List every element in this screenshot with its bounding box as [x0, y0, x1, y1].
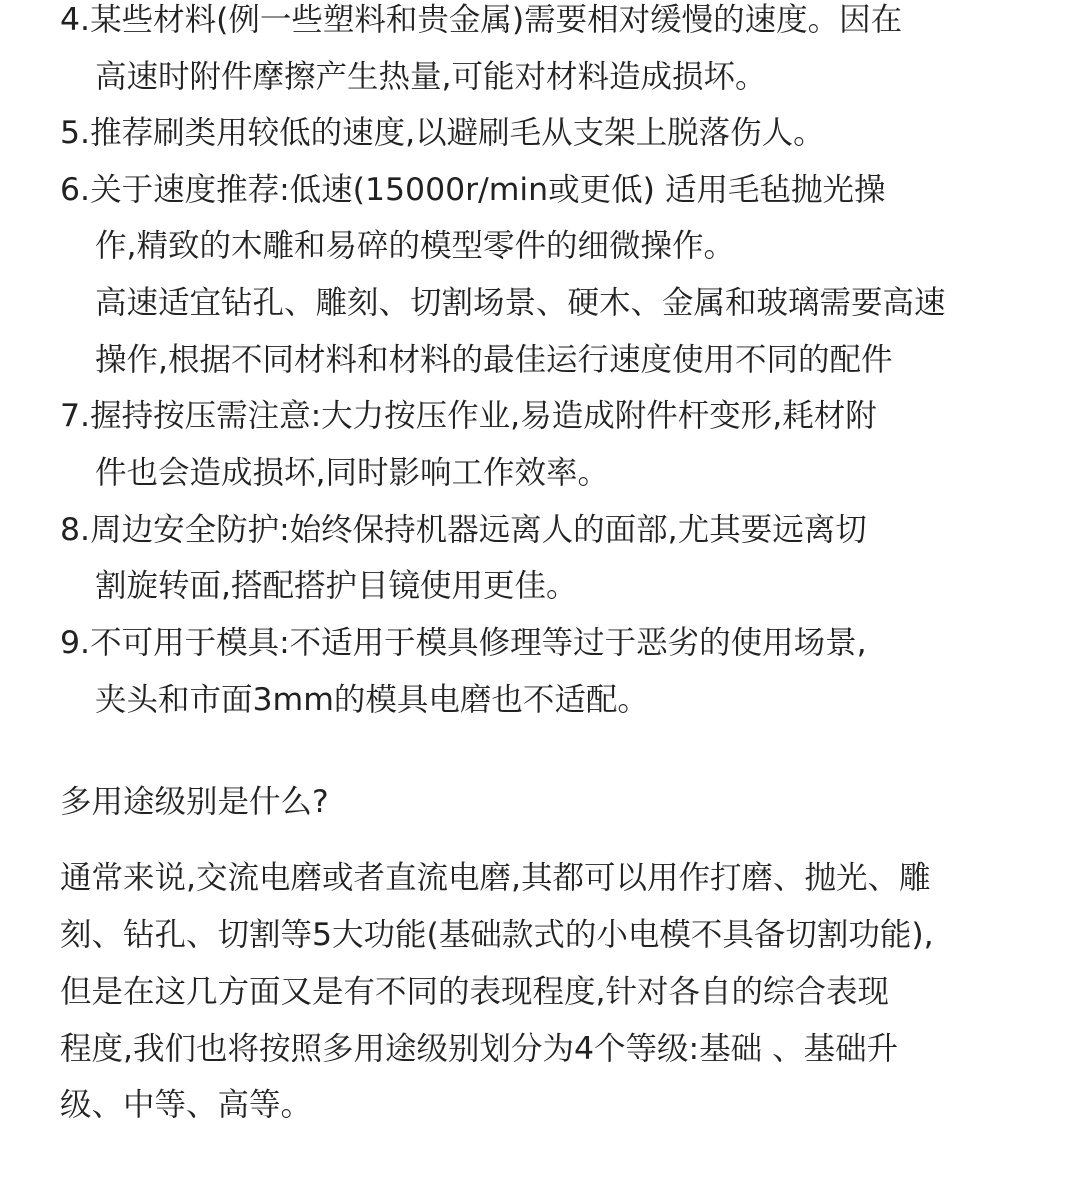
list-item-4-line-1 [60, 0, 902, 40]
list-item-number: 6. [60, 172, 91, 208]
list-item-number: 5. [60, 115, 91, 151]
list-item-text: 周边安全防护:始终保持机器远离人的面部,尤其要远离切 [90, 512, 867, 548]
list-item-text: 某些材料(例一些塑料和贵金属)需要相对缓慢的速度。因在 [90, 2, 903, 38]
list-item-number: 7. [60, 398, 91, 434]
list-item-number: 8. [60, 512, 91, 548]
list-item-9-line-2: 夹头和市面3mm的模具电磨也不适配。 [95, 682, 649, 718]
list-item-text: 握持按压需注意:大力按压作业,易造成附件杆变形,耗材附 [90, 398, 877, 434]
list-item-text: 推荐刷类用较低的速度,以避刷毛从支架上脱落伤人。 [90, 115, 825, 151]
list-item-4-line-2: 高速时附件摩擦产生热量,可能对材料造成损坏。 [95, 59, 767, 95]
list-item-text: 关于速度推荐:低速(15000r/min或更低) 适用毛毡抛光操 [90, 172, 886, 208]
list-item-6-line-3: 高速适宜钻孔、雕刻、切割场景、硬木、金属和玻璃需要高速 [95, 285, 946, 321]
list-item-8-line-1 [60, 510, 867, 550]
section-paragraph-line-4: 程度,我们也将按照多用途级别划分为4个等级:基础 、基础升 [60, 1031, 899, 1067]
section-paragraph-line-2: 刻、钻孔、切割等5大功能(基础款式的小电模不具备切割功能), [60, 917, 934, 953]
list-item-6-line-1 [60, 170, 885, 210]
section-paragraph-line-3: 但是在这几方面又是有不同的表现程度,针对各自的综合表现 [60, 974, 890, 1010]
list-item-8-line-2: 割旋转面,搭配搭护目镜使用更佳。 [95, 568, 578, 604]
section-paragraph-line-5: 级、中等、高等。 [60, 1087, 313, 1123]
list-item-number: 9. [60, 625, 91, 661]
section-paragraph-line-1: 通常来说,交流电磨或者直流电磨,其都可以用作打磨、抛光、雕 [60, 860, 931, 896]
section-heading: 多用途级别是什么? [60, 784, 329, 820]
list-item-7-line-1 [60, 396, 877, 436]
list-item-5-line-1 [60, 113, 825, 153]
list-item-6-line-2: 作,精致的木雕和易碎的模型零件的细微操作。 [95, 228, 736, 264]
list-item-number: 4. [60, 2, 91, 38]
list-item-text: 不可用于模具:不适用于模具修理等过于恶劣的使用场景, [90, 625, 867, 661]
list-item-9-line-1 [60, 623, 867, 663]
list-item-6-line-4: 操作,根据不同材料和材料的最佳运行速度使用不同的配件 [95, 342, 893, 378]
list-item-7-line-2: 件也会造成损坏,同时影响工作效率。 [95, 455, 610, 491]
